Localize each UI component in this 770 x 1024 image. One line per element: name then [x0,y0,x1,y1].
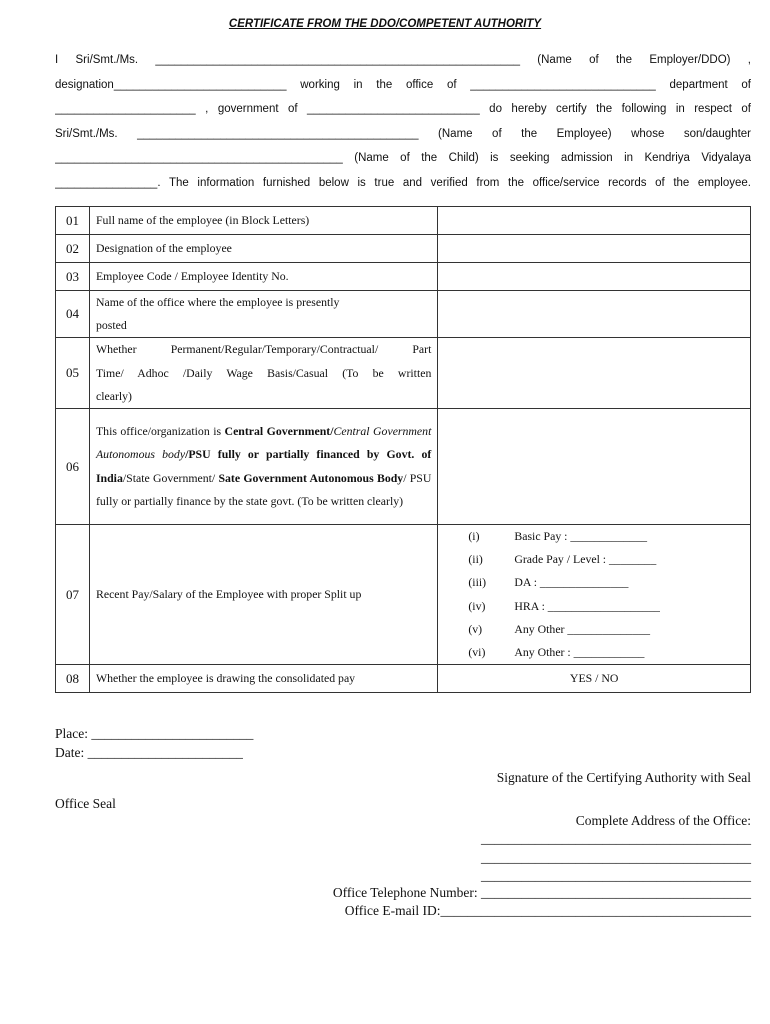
row-number: 04 [56,291,90,338]
signature-label: Signature of the Certifying Authority with Seal [496,770,751,785]
row-value-field[interactable] [438,207,751,235]
intro-line-1: I Sri/Smt./Ms. _________________________________________________________ (Name of the Employer/DDO) , [55,54,751,66]
address-label: Complete Address of the Office: [575,813,751,828]
table-row [56,525,751,665]
row-description: Employee Code / Employee Identity No. [89,263,437,291]
pay-item-label: Any Other ______________ [514,621,651,636]
pay-split-field [438,525,751,665]
table-row [56,409,751,525]
telephone-field[interactable]: Office Telephone Number: ________________________________________ [332,885,751,900]
employee-info-table [55,206,751,693]
row-description-line: clearly) [95,388,132,403]
row-description-line: posted [95,318,127,333]
row-number: 08 [56,665,90,693]
pay-item[interactable] [438,595,750,618]
row-value-field[interactable] [438,291,751,338]
row-value-field[interactable] [438,263,751,291]
table-row [56,665,751,693]
address-line[interactable]: ________________________________________ [481,831,751,846]
row-number: 01 [56,207,90,235]
row-description [89,338,437,409]
pay-item[interactable] [438,525,750,548]
org-central-autonomous: Central Government Autonomous body [95,424,432,462]
yes-no-choice[interactable]: YES / NO [438,665,751,693]
row-value-field[interactable] [438,235,751,263]
intro-line-5: _____________________________________________ (Name of the Child) is seeking admission in Kendriya Vidyalaya [55,152,751,165]
intro-line-2: designation___________________________ working in the office of _____________________________ department of [55,78,751,91]
date-field[interactable]: Date: _______________________ [55,745,243,760]
intro-line-6: ________________. The information furnished below is true and verified from the office/service records of the employee. [55,176,751,189]
row-description [89,291,437,338]
intro-line-3: ______________________ , government of ___________________________ do hereby certify the following in respect of [55,103,751,116]
row-number: 05 [56,338,90,409]
row-number: 07 [56,525,90,665]
org-psu-state: / PSU fully or partially finance by the state govt. (To be written clearly) [95,470,432,508]
org-state-autonomous: Sate Government Autonomous Body [218,470,404,485]
email-field[interactable]: Office E-mail ID:______________________________________________ [344,903,751,918]
row-description-line: Time/ Adhoc /Daily Wage Basis/Casual (To be written [95,365,432,380]
address-line[interactable]: ________________________________________ [481,850,751,865]
row-value-field[interactable] [438,409,751,525]
table-row [56,291,751,338]
pay-item-label: Basic Pay : _____________ [514,529,648,544]
pay-item-number: (i) [468,529,480,544]
pay-item-label: Any Other : ____________ [514,645,645,660]
place-field[interactable]: Place: ________________________ [55,726,254,741]
org-psu-central: /PSU fully or partially financed by Govt. of India [95,447,432,485]
row-number: 06 [56,409,90,525]
pay-item[interactable] [438,641,750,664]
pay-item-number: (vi) [468,645,486,660]
row-number: 02 [56,235,90,263]
row-description: Recent Pay/Salary of the Employee with proper Split up [89,525,437,665]
row-description: Designation of the employee [89,235,437,263]
row-description [89,409,437,525]
row-description: Full name of the employee (in Block Letters) [89,207,437,235]
row-description: Whether the employee is drawing the consolidated pay [89,665,437,693]
pay-item[interactable] [438,618,750,641]
row-number: 03 [56,263,90,291]
row-value-field[interactable] [438,338,751,409]
pay-item[interactable] [438,571,750,594]
pay-item-number: (ii) [468,552,483,567]
pay-item-number: (iii) [468,575,487,590]
certificate-title: CERTIFICATE FROM THE DDO/COMPETENT AUTHORITY [228,18,542,30]
row-description-line: Whether Permanent/Regular/Temporary/Contractual/ Part [95,342,432,357]
intro-paragraph [55,48,751,196]
table-row [56,235,751,263]
org-state-govt: /State Government/ [122,470,219,485]
table-row [56,338,751,409]
office-seal-label: Office Seal [55,796,116,811]
pay-item-number: (iv) [468,598,486,613]
pay-item[interactable] [438,548,750,571]
address-line[interactable]: ________________________________________ [481,868,751,883]
pay-item-label: HRA : ___________________ [514,598,660,613]
row-description-line: Name of the office where the employee is presently [95,295,340,309]
intro-line-4: Sri/Smt./Ms. ____________________________________________ (Name of the Employee) whose son/daughter [55,127,751,140]
pay-item-number: (v) [468,621,483,636]
pay-item-label: DA : _______________ [514,575,629,590]
org-text: This office/organization is [95,424,225,439]
table-row [56,263,751,291]
table-row [56,207,751,235]
org-central-govt: Central Government/ [224,424,334,439]
pay-item-label: Grade Pay / Level : ________ [514,552,657,567]
